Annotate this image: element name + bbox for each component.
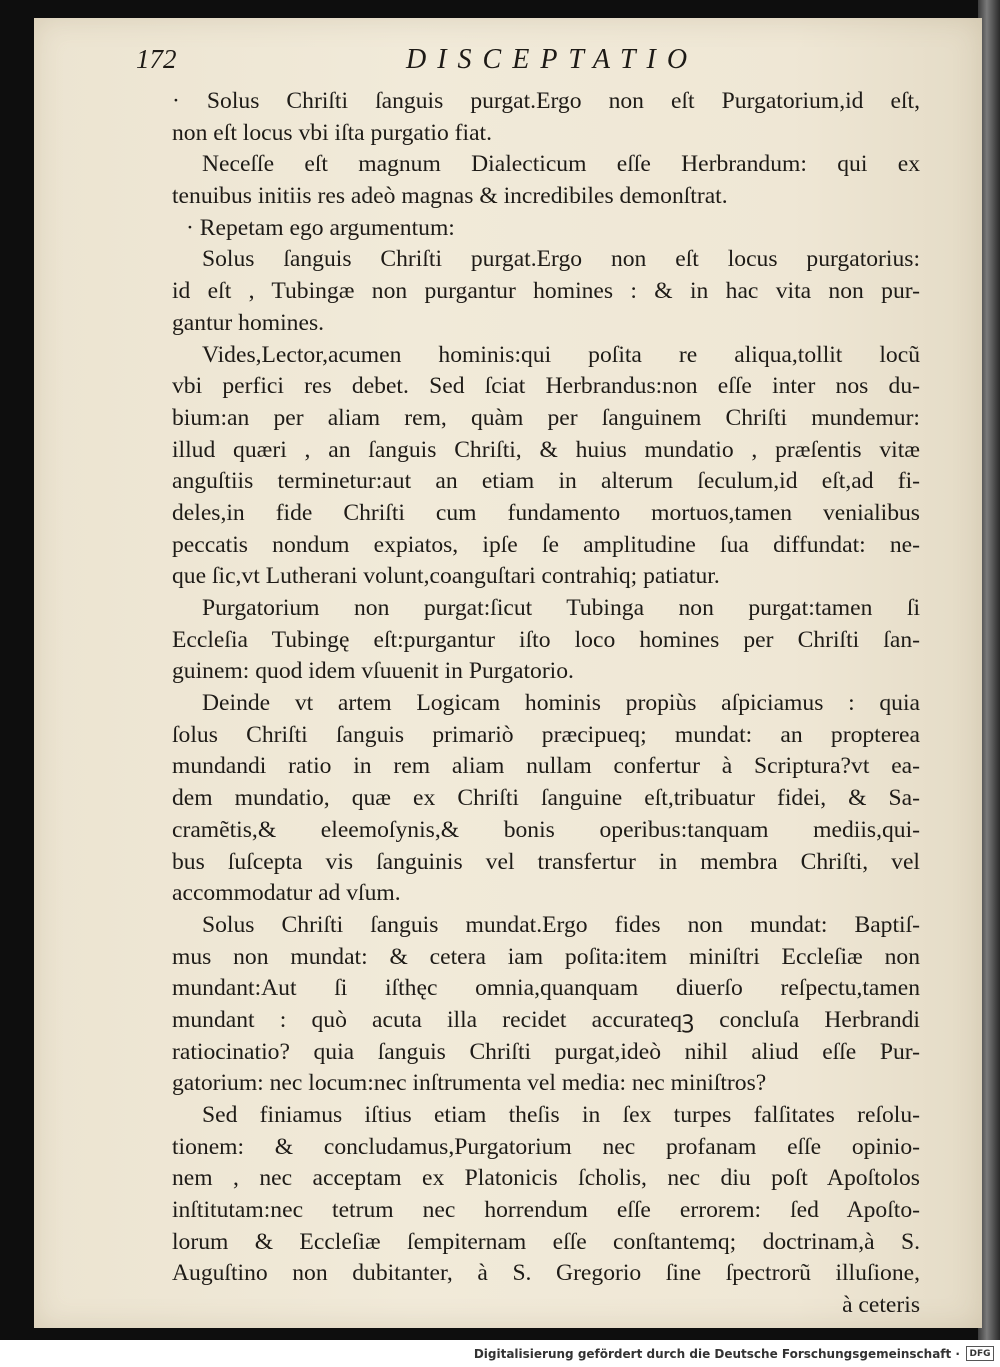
text-line: Purgatorium non purgat:ſicut Tubinga non purgat:tamen ſi xyxy=(202,595,920,621)
text-line: ratiocinatio? quia ſanguis Chriſti purgat,ideò nihil aliud eſſe Pur- xyxy=(172,1038,920,1065)
running-head: DISCEPTATIO xyxy=(406,44,699,75)
text-line: vbi perfici res debet. Sed ſciat Herbrandus:non eſſe inter nos du- xyxy=(172,373,920,400)
text-line: cramẽtis,& eleemoſynis,& bonis operibus:tanquam mediis,qui- xyxy=(172,816,920,843)
text-line: Solus Chriſti ſanguis mundat.Ergo fides non mundat: Baptiſ- xyxy=(202,911,920,938)
text-line: mundant:Aut ſi iſthęc omnia,quanquam diuerſo reſpectu,tamen xyxy=(172,975,920,1002)
text-line: tenuibus initiis res adeò magnas & incredibiles demonſtrat. xyxy=(172,183,728,210)
text-line: mus non mundat: & cetera iam poſita:item miniſtri Eccleſiæ non xyxy=(172,943,920,970)
text-line: Solus ſanguis Chriſti purgat.Ergo non eſt locus purgatorius: xyxy=(202,246,920,273)
text-line: bium:an per aliam rem, quàm per ſanguinem Chriſti mundemur: xyxy=(172,404,920,431)
footer-credit: Digitalisierung gefördert durch die Deutsche Forschungsgemeinschaft · xyxy=(473,1347,960,1361)
text-line: Eccleſia Tubingę eſt:purgantur iſto loco homines per Chriſti ſan- xyxy=(172,626,920,653)
text-line: illud quæri , an ſanguis Chriſti, & huius mundatio , præſentis vitæ xyxy=(172,436,920,463)
text-line: accommodatur ad vſum. xyxy=(172,880,401,907)
text-line: mundant : quò acuta illa recidet accurateqꝫ concluſa Herbrandi xyxy=(172,1006,920,1033)
text-line: · Solus Chriſti ſanguis purgat.Ergo non eſt Purgatorium,id eſt, xyxy=(172,88,920,114)
text-line: non eſt locus vbi iſta purgatio fiat. xyxy=(172,119,492,146)
text-line: anguſtiis terminetur:aut an etiam in alterum ſeculum,id eſt,ad fi- xyxy=(172,468,920,495)
text-line: gantur homines. xyxy=(172,309,325,336)
text-line: lorum & Eccleſiæ ſempiternam eſſe conſtantemq; doctrinam,à S. xyxy=(172,1228,920,1255)
text-line: guinem: quod idem vſuuenit in Purgatorio. xyxy=(172,658,574,685)
text-line: id eſt , Tubingæ non purgantur homines : & in hac vita non pur- xyxy=(172,278,920,305)
text-line: nem , nec acceptam ex Platonicis ſcholis, nec diu poſt Apoſtolos xyxy=(172,1165,920,1192)
text-line: Neceſſe eſt magnum Dialecticum eſſe Herbrandum: qui ex xyxy=(202,151,920,178)
text-line: mundandi ratio in rem aliam nullam confertur à Scriptura?vt ea- xyxy=(172,753,920,780)
text-line: que ſic,vt Lutherani volunt,coanguſtari contrahiq; patiatur. xyxy=(172,563,720,590)
digitization-footer xyxy=(0,1340,1000,1367)
text-line: inſtitutam:nec tetrum nec horrendum eſſe errorem: ſed Apoſto- xyxy=(172,1197,920,1224)
text-line: Deinde vt artem Logicam hominis propiùs aſpiciamus : quia xyxy=(202,690,920,717)
text-line: dem mundatio, quæ ex Chriſti ſanguine eſt,tribuatur fidei, & Sa- xyxy=(172,785,920,812)
text-line: bus ſuſcepta vis ſanguinis vel transfertur in membra Chriſti, vel xyxy=(172,848,920,875)
text-line: tionem: & concludamus,Purgatorium nec profanam eſſe opinio- xyxy=(172,1133,920,1160)
text-line: peccatis nondum expiatos, ipſe ſe amplitudine ſua diffundat: ne- xyxy=(172,531,920,558)
text-line: ſolus Chriſti ſanguis primariò præcipueq; mundat: an propterea xyxy=(172,721,920,748)
text-line: Auguſtino non dubitanter, à S. Gregorio ſine ſpectrorũ illuſione, xyxy=(172,1260,920,1287)
dfg-logo: DFG xyxy=(966,1346,994,1361)
page-number: 172 xyxy=(136,44,177,74)
page-header xyxy=(136,44,976,84)
text-line: Vides,Lector,acumen hominis:qui poſita re aliqua,tollit locũ xyxy=(202,341,920,368)
body-text xyxy=(172,86,920,1322)
text-line: · Repetam ego argumentum: xyxy=(186,214,455,241)
catchword: à ceteris xyxy=(842,1292,920,1319)
text-line: deles,in fide Chriſti cum fundamento mortuos,tamen venialibus xyxy=(172,499,920,526)
text-line: Sed finiamus iſtius etiam theſis in ſex turpes falſitates reſolu- xyxy=(202,1102,920,1128)
text-line: gatorium: nec locum:nec inſtrumenta vel media: nec miniſtros? xyxy=(172,1070,767,1097)
